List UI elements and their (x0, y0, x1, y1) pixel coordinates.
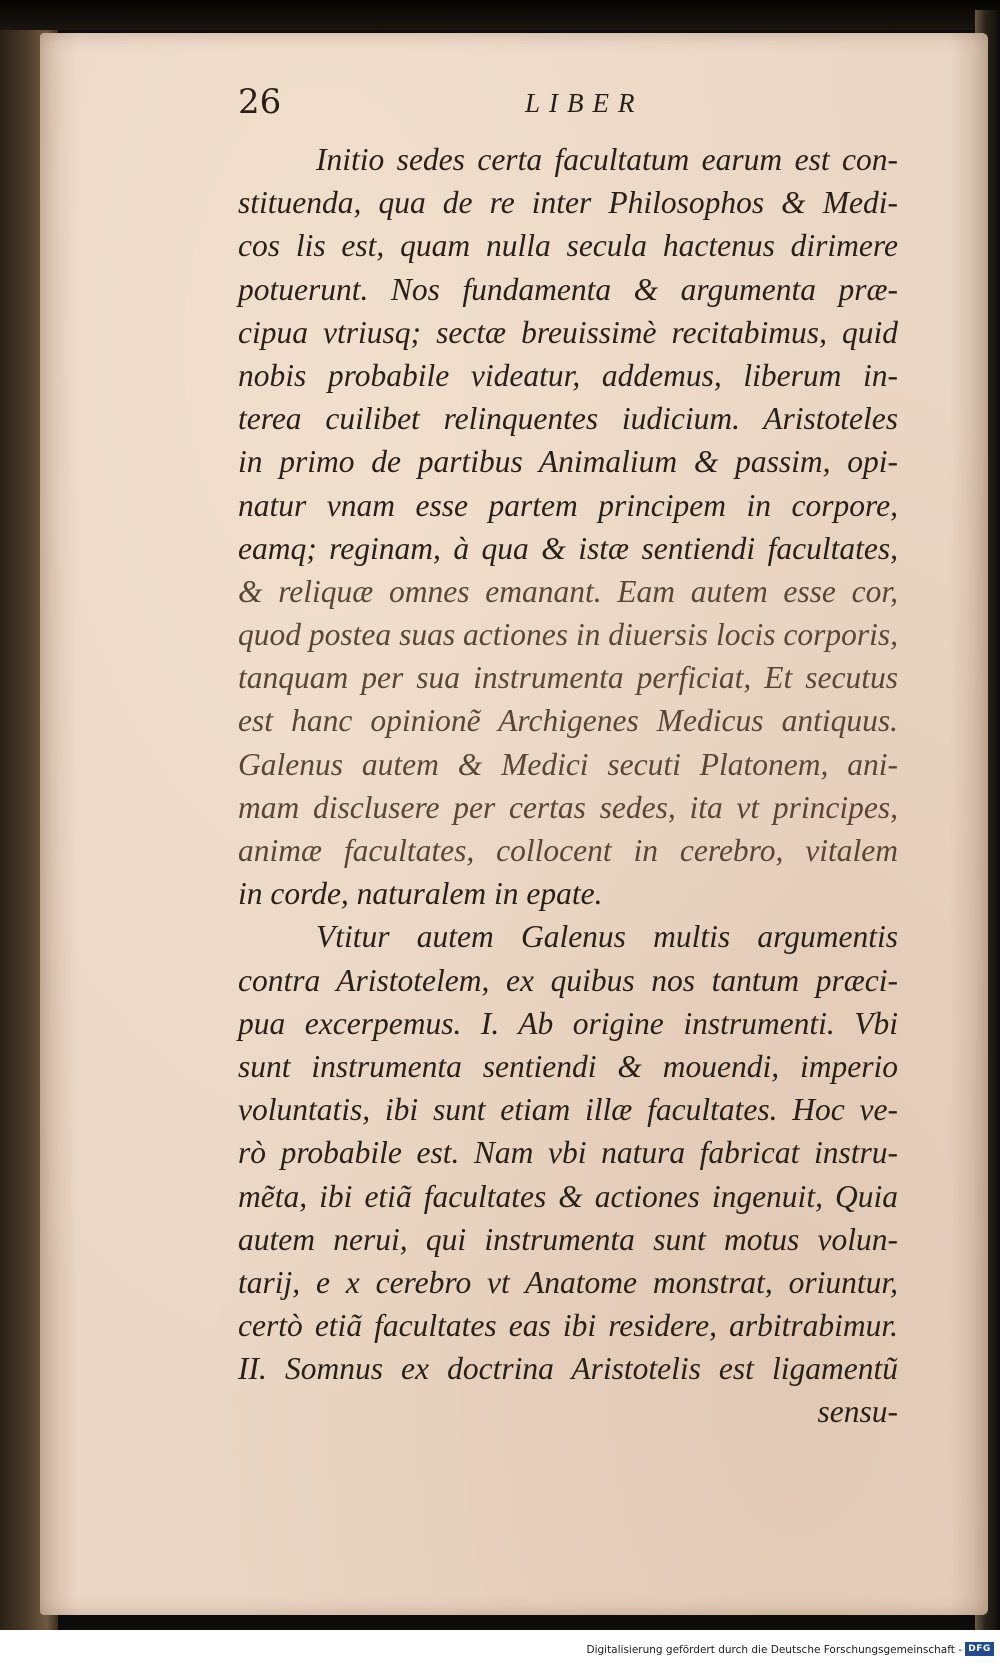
text-line: autem nerui, qui instrumenta sunt motus volun- (238, 1221, 898, 1257)
text-line: in primo de partibus Animalium & passim, opi- (238, 444, 898, 480)
funding-credit: Digitalisierung gefördert durch die Deutsche Forschungsgemeinschaft - (586, 1644, 962, 1656)
text-line: in corde, naturalem in epate. (238, 876, 603, 912)
text-line: quod postea suas actiones in diuersis locis corporis, (238, 617, 898, 653)
text-line: sunt instrumenta sentiendi & mouendi, imperio (238, 1048, 898, 1084)
text-line: II. Somnus ex doctrina Aristotelis est ligamentũ (238, 1351, 898, 1387)
text-line: rò probabile est. Nam vbi natura fabricat instru- (238, 1135, 898, 1171)
text-line: mẽta, ibi etiã facultates & actiones ingenuit, Quia (238, 1178, 898, 1214)
text-line: Initio sedes certa facultatum earum est con- (316, 142, 898, 177)
text-line: Galenus autem & Medici secuti Platonem, ani- (238, 746, 898, 782)
text-line: est hanc opinionẽ Archigenes Medicus antiquus. (238, 703, 898, 739)
text-line: cipua vtriusq; sectæ breuissimè recitabimus, quid (238, 314, 898, 350)
dfg-logo[interactable]: DFG (965, 1642, 994, 1656)
text-line: certò etiã facultates eas ibi residere, arbitrabimur. (238, 1308, 898, 1344)
text-line: Vtitur autem Galenus multis argumentis (316, 919, 898, 955)
running-head: LIBER (525, 88, 644, 118)
text-line: tanquam per sua instrumenta perficiat, Et secutus (238, 660, 898, 696)
text-line: tarij, e x cerebro vt Anatome monstrat, oriuntur, (238, 1264, 898, 1300)
text-line: potuerunt. Nos fundamenta & argumenta præ- (238, 271, 898, 307)
page-number: 26 (238, 82, 282, 122)
text-line: voluntatis, ibi sunt etiam illæ facultates. Hoc ve- (238, 1092, 898, 1128)
text-line: stituenda, qua de re inter Philosophos & Medi- (238, 185, 898, 221)
text-line: nobis probabile videatur, addemus, liberum in- (238, 357, 898, 393)
text-line: natur vnam esse partem principem in corpore, (238, 487, 898, 523)
text-line: pua excerpemus. I. Ab origine instrumenti. Vbi (238, 1005, 898, 1041)
text-line: animæ facultates, collocent in cerebro, vitalem (238, 833, 898, 868)
text-line: contra Aristotelem, ex quibus nos tantum præci- (238, 962, 898, 998)
body-text (238, 138, 898, 1434)
text-line: & reliquæ omnes emanant. Eam autem esse cor, (238, 573, 898, 609)
text-line: eamq; reginam, à qua & istæ sentiendi facultates, (238, 530, 898, 566)
book-top-edge (0, 0, 1000, 30)
text-line: terea cuilibet relinquentes iudicium. Aristoteles (238, 401, 898, 437)
catchword: sensu- (817, 1394, 898, 1430)
text-line: cos lis est, quam nulla secula hactenus dirimere (238, 228, 898, 264)
text-line: mam disclusere per certas sedes, ita vt principes, (238, 789, 898, 825)
